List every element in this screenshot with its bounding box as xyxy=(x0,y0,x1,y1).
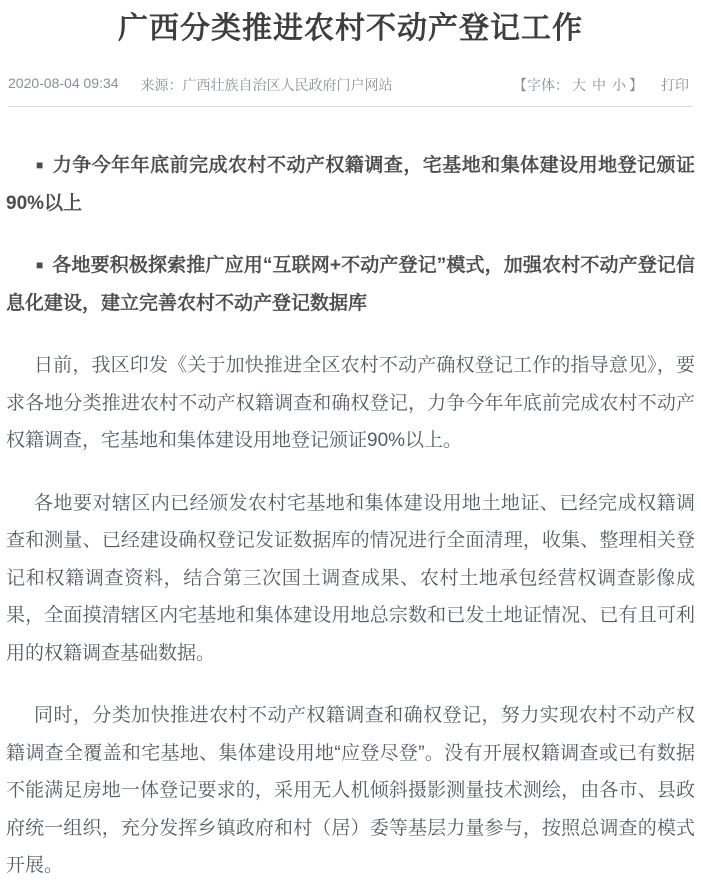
article-body xyxy=(0,107,701,885)
font-size-medium-button[interactable]: 中 xyxy=(592,77,606,93)
bullet-square-icon: ■ xyxy=(36,258,44,272)
font-size-control xyxy=(513,75,643,95)
article-source: 来源：广西壮族自治区人民政府门户网站 xyxy=(140,77,393,93)
bullet-square-icon: ■ xyxy=(36,158,44,172)
font-control-label-close: 】 xyxy=(629,77,643,93)
summary-highlight xyxy=(6,247,695,322)
article-paragraph: 各地要对辖区内已经颁发农村宅基地和集体建设用地土地证、已经完成权籍调查和测量、已经建设确权登记发证数据库的情况进行全面清理，收集、整理相关登记和权籍调查资料，结合第三次国土调查成果、农村土地承包经营权调查影像成果，全面摸清辖区内宅基地和集体建设用地总宗数和已发土地证情况、已有且可利用的权籍调查基础数据。 xyxy=(6,492,695,664)
meta-right xyxy=(513,75,689,95)
meta-left xyxy=(8,75,393,95)
summary-highlight-text: 力争今年年底前完成农村不动产权籍调查，宅基地和集体建设用地登记颁证90%以上 xyxy=(6,155,695,214)
article-title: 广西分类推进农村不动产登记工作 xyxy=(118,12,583,45)
article-paragraph: 同时，分类加快推进农村不动产权籍调查和确权登记，努力实现农村不动产权籍调查全覆盖和宅基地、集体建设用地“应登尽登”。没有开展权籍调查或已有数据不能满足房地一体登记要求的，采用无人机倾斜摄影测量技术测绘，由各市、县政府统一组织，充分发挥乡镇政府和村（居）委等基层力量参与，按照总调查的模式开展。 xyxy=(6,705,695,876)
summary-highlight-text: 各地要积极探索推广应用“互联网+不动产登记”模式，加强农村不动产登记信息化建设，建立完善农村不动产登记数据库 xyxy=(6,255,695,314)
font-size-large-button[interactable]: 大 xyxy=(572,77,586,93)
font-control-label-open: 【字体： xyxy=(513,77,569,93)
print-button[interactable]: 打印 xyxy=(661,77,689,93)
summary-highlight xyxy=(6,147,695,222)
article-meta xyxy=(0,75,701,95)
publish-date: 2020-08-04 09:34 xyxy=(8,75,119,91)
article-paragraph: 日前，我区印发《关于加快推进全区农村不动产确权登记工作的指导意见》，要求各地分类推进农村不动产权籍调查和确权登记，力争今年年底前完成农村不动产权籍调查，宅基地和集体建设用地登记颁证90%以上。 xyxy=(6,355,695,451)
font-size-small-button[interactable]: 小 xyxy=(612,77,626,93)
